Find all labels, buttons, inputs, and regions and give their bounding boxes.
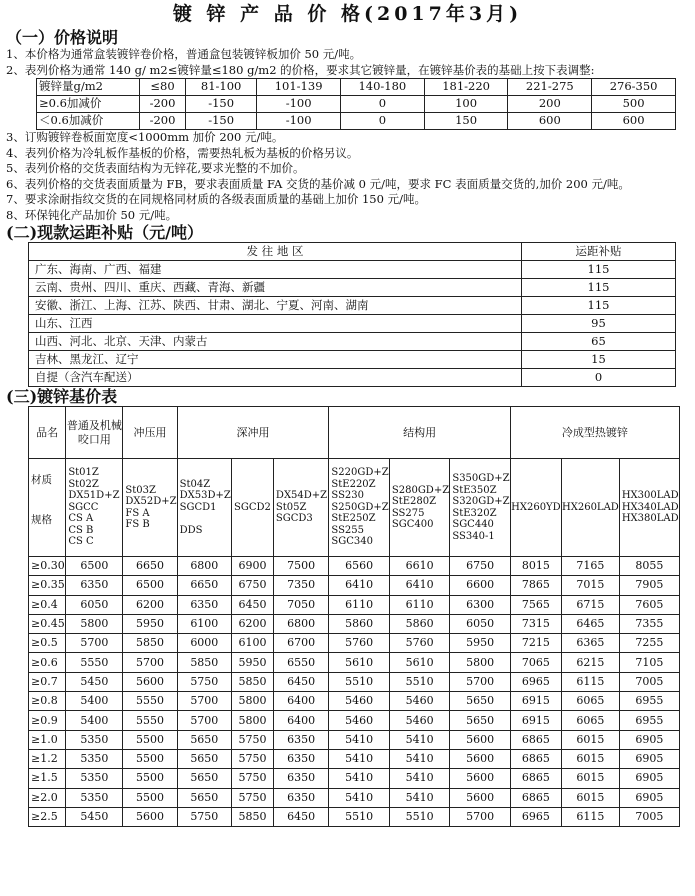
table-cell: ≥0.6加减价: [37, 96, 140, 113]
price-cell: 6015: [562, 749, 620, 768]
price-cell: 5350: [66, 769, 123, 788]
price-cell: 5650: [177, 749, 231, 768]
price-cell: 6955: [619, 711, 679, 730]
region-cell: 吉林、黑龙江、辽宁: [29, 351, 522, 369]
spec-cell: ≥0.6: [29, 653, 66, 672]
price-cell: 6115: [562, 807, 620, 826]
price-cell: 5700: [177, 692, 231, 711]
price-cell: 5410: [329, 749, 389, 768]
price-cell: 7355: [619, 614, 679, 633]
price-cell: 7605: [619, 595, 679, 614]
material-cell: S280GD+Z StE280Z SS275 SGC400: [389, 459, 449, 557]
subsidy-cell: 95: [522, 315, 676, 333]
price-cell: 6750: [450, 557, 510, 576]
price-cell: 5760: [329, 634, 389, 653]
price-cell: 6450: [273, 672, 328, 691]
price-cell: 5700: [450, 672, 510, 691]
price-cell: 6905: [619, 769, 679, 788]
price-cell: 5600: [450, 769, 510, 788]
note-6: 6、表列价格的交货表面质量为 FB，要求表面质量 FA 交货的基价减 0 元/吨，要求 FC 表面质量交货的,加价 200 元/吨。: [6, 176, 630, 191]
price-cell: 6750: [232, 576, 274, 595]
price-cell: 5510: [389, 672, 449, 691]
table-cell: ≤80: [140, 79, 186, 96]
material-spec-corner: [29, 459, 66, 557]
price-cell: 5610: [389, 653, 449, 672]
price-cell: 6350: [273, 788, 328, 807]
section1-heading: （一）价格说明: [6, 28, 119, 47]
price-cell: 6965: [510, 672, 561, 691]
price-cell: 5800: [232, 711, 274, 730]
price-cell: 7105: [619, 653, 679, 672]
price-cell: 6115: [562, 672, 620, 691]
price-cell: 5460: [389, 711, 449, 730]
price-cell: 6500: [123, 576, 177, 595]
spec-cell: ≥0.45: [29, 614, 66, 633]
price-cell: 6865: [510, 730, 561, 749]
table-cell: 0: [340, 113, 424, 130]
note-5: 5、表列价格的交货表面结构为无锌花,要求光整的不加价。: [6, 161, 305, 175]
product-name: 深冲用: [177, 407, 329, 459]
price-cell: 5550: [123, 692, 177, 711]
price-cell: 6865: [510, 769, 561, 788]
price-cell: 5750: [177, 807, 231, 826]
table-row: [29, 369, 676, 387]
price-cell: 5500: [123, 749, 177, 768]
price-cell: 5700: [123, 653, 177, 672]
table-cell: 500: [592, 96, 676, 113]
price-cell: 5650: [177, 788, 231, 807]
price-cell: 5850: [123, 634, 177, 653]
table-cell: 181-220: [424, 79, 508, 96]
table-cell: 600: [508, 113, 592, 130]
price-cell: 5650: [450, 711, 510, 730]
price-cell: 6410: [329, 576, 389, 595]
table-cell: 200: [508, 96, 592, 113]
price-cell: 6800: [273, 614, 328, 633]
price-cell: 5650: [177, 769, 231, 788]
table-cell: 100: [424, 96, 508, 113]
table-cell: 150: [424, 113, 508, 130]
price-cell: 5400: [66, 711, 123, 730]
price-cell: 5350: [66, 788, 123, 807]
section3-heading: (三)镀锌基价表: [6, 387, 118, 406]
price-cell: 6015: [562, 730, 620, 749]
price-cell: 6350: [273, 730, 328, 749]
region-cell: 山西、河北、北京、天津、内蒙古: [29, 333, 522, 351]
material-cell: St01Z St02Z DX51D+Z SGCC CS A CS B CS C: [66, 459, 123, 557]
price-cell: 6915: [510, 711, 561, 730]
table-row: [29, 769, 680, 788]
price-cell: 5860: [389, 614, 449, 633]
price-cell: 5460: [329, 711, 389, 730]
spec-cell: ≥2.0: [29, 788, 66, 807]
price-cell: 5460: [329, 692, 389, 711]
table-row: [29, 730, 680, 749]
table-row: [29, 807, 680, 826]
table-row: [37, 96, 676, 113]
table-cell: ＜0.6加减价: [37, 113, 140, 130]
price-cell: 6965: [510, 807, 561, 826]
price-cell: 5500: [123, 788, 177, 807]
price-cell: 6600: [450, 576, 510, 595]
page-title: 镀 锌 产 品 价 格(2017年3月): [172, 3, 523, 25]
spec-cell: ≥1.2: [29, 749, 66, 768]
price-cell: 5750: [232, 769, 274, 788]
price-cell: 6050: [66, 595, 123, 614]
price-cell: 6955: [619, 692, 679, 711]
table-row: [29, 672, 680, 691]
table-row: [29, 297, 676, 315]
price-cell: 6650: [123, 557, 177, 576]
price-cell: 7255: [619, 634, 679, 653]
spec-cell: ≥2.5: [29, 807, 66, 826]
price-cell: 5500: [123, 730, 177, 749]
table-cell: 0: [340, 96, 424, 113]
price-cell: 6905: [619, 788, 679, 807]
spec-cell: ≥0.9: [29, 711, 66, 730]
price-cell: 7065: [510, 653, 561, 672]
price-cell: 5410: [329, 788, 389, 807]
price-cell: 7015: [562, 576, 620, 595]
price-cell: 5410: [329, 730, 389, 749]
price-cell: 7500: [273, 557, 328, 576]
price-cell: 5650: [177, 730, 231, 749]
price-cell: 7565: [510, 595, 561, 614]
price-cell: 6500: [66, 557, 123, 576]
price-cell: 6200: [123, 595, 177, 614]
price-cell: 5800: [232, 692, 274, 711]
table-row: [37, 113, 676, 130]
price-cell: 5550: [123, 711, 177, 730]
price-cell: 6700: [273, 634, 328, 653]
note-8: 8、环保钝化产品加价 50 元/吨。: [6, 207, 178, 222]
table-cell: -200: [140, 96, 186, 113]
table-row: [29, 788, 680, 807]
region-cell: 安徽、浙江、上海、江苏、陕西、甘肃、湖北、宁夏、河南、湖南: [29, 297, 522, 315]
subsidy-cell: 115: [522, 279, 676, 297]
price-cell: 5410: [389, 730, 449, 749]
table-row: [29, 333, 676, 351]
price-cell: 5460: [389, 692, 449, 711]
product-name: 冷成型热镀锌: [510, 407, 679, 459]
price-cell: 6465: [562, 614, 620, 633]
price-cell: 6915: [510, 692, 561, 711]
price-cell: 6400: [273, 692, 328, 711]
note-2: 2、表列价格为通常 140 g/ m2≤镀锌量≤180 g/m2 的价格，要求其它镀锌量，在镀锌基价表的基础上按下表调整:: [6, 62, 595, 77]
table-row: [29, 634, 680, 653]
price-cell: 7350: [273, 576, 328, 595]
table-row: [37, 79, 676, 96]
spec-cell: ≥0.30: [29, 557, 66, 576]
table-row: [29, 557, 680, 576]
material-cell: DX54D+Z St05Z SGCD3: [273, 459, 328, 557]
base-price-table: [28, 406, 680, 827]
table-row: [29, 315, 676, 333]
freight-subsidy-table: [28, 242, 676, 387]
material-row: [29, 459, 680, 557]
region-cell: 自提（含汽车配送）: [29, 369, 522, 387]
table-row: [29, 749, 680, 768]
material-cell: St03Z DX52D+Z FS A FS B: [123, 459, 177, 557]
table-row: [29, 261, 676, 279]
price-cell: 7005: [619, 672, 679, 691]
price-cell: 5400: [66, 692, 123, 711]
price-cell: 5850: [232, 672, 274, 691]
note-4: 4、表列价格为冷轧板作基板的价格，需要热轧板为基板的价格另议。: [6, 145, 359, 160]
material-cell: St04Z DX53D+Z SGCD1 DDS: [177, 459, 231, 557]
price-cell: 6865: [510, 749, 561, 768]
table-row: [29, 576, 680, 595]
material-cell: S350GD+Z StE350Z S320GD+Z StE320Z SGC440 SS340-1: [450, 459, 510, 557]
price-cell: 5500: [123, 769, 177, 788]
price-cell: 5410: [329, 769, 389, 788]
note-7: 7、要求涂耐指纹交货的在同规格同材质的各级表面质量的基础上加价 150 元/吨。: [6, 192, 426, 206]
price-cell: 5600: [450, 749, 510, 768]
price-cell: 5600: [123, 672, 177, 691]
price-cell: 5700: [177, 711, 231, 730]
price-cell: 6200: [232, 614, 274, 633]
material-cell: HX260LAD: [562, 459, 620, 557]
region-cell: 广东、海南、广西、福建: [29, 261, 522, 279]
spec-cell: ≥0.5: [29, 634, 66, 653]
price-cell: 5600: [123, 807, 177, 826]
price-cell: 7005: [619, 807, 679, 826]
price-cell: 6610: [389, 557, 449, 576]
price-cell: 5850: [177, 653, 231, 672]
spec-cell: ≥0.8: [29, 692, 66, 711]
price-cell: 5610: [329, 653, 389, 672]
price-cell: 5750: [232, 730, 274, 749]
price-cell: 5800: [66, 614, 123, 633]
price-cell: 6350: [273, 749, 328, 768]
subsidy-header: 运距补贴: [522, 243, 676, 261]
price-cell: 7315: [510, 614, 561, 633]
price-cell: 5950: [232, 653, 274, 672]
price-cell: 5700: [450, 807, 510, 826]
price-cell: 6110: [329, 595, 389, 614]
table-cell: 81-100: [186, 79, 257, 96]
price-cell: 5350: [66, 749, 123, 768]
material-cell: HX300LAD HX340LAD HX380LAD: [619, 459, 679, 557]
price-cell: 5860: [329, 614, 389, 633]
table-cell: -150: [186, 113, 257, 130]
material-cell: SGCD2: [232, 459, 274, 557]
price-cell: 6900: [232, 557, 274, 576]
price-cell: 6050: [450, 614, 510, 633]
price-cell: 5950: [450, 634, 510, 653]
price-cell: 6550: [273, 653, 328, 672]
price-cell: 5700: [66, 634, 123, 653]
spec-cell: ≥0.35: [29, 576, 66, 595]
table-cell: 276-350: [592, 79, 676, 96]
price-cell: 6065: [562, 711, 620, 730]
price-cell: 5600: [450, 788, 510, 807]
price-cell: 6000: [177, 634, 231, 653]
price-cell: 5410: [389, 749, 449, 768]
table-cell: -200: [140, 113, 186, 130]
table-cell: -100: [257, 96, 341, 113]
zinc-adjust-table: [36, 78, 676, 130]
price-cell: 6300: [450, 595, 510, 614]
price-cell: 6015: [562, 769, 620, 788]
price-cell: 5760: [389, 634, 449, 653]
price-cell: 6650: [177, 576, 231, 595]
price-cell: 5750: [177, 672, 231, 691]
table-row: [29, 279, 676, 297]
product-row: [29, 407, 680, 459]
price-cell: 6365: [562, 634, 620, 653]
region-cell: 山东、江西: [29, 315, 522, 333]
price-cell: 6450: [232, 595, 274, 614]
price-cell: 7905: [619, 576, 679, 595]
table-cell: -100: [257, 113, 341, 130]
region-header: 发 往 地 区: [29, 243, 522, 261]
price-cell: 7865: [510, 576, 561, 595]
price-cell: 7215: [510, 634, 561, 653]
table-cell: -150: [186, 96, 257, 113]
table-row: [29, 614, 680, 633]
spec-cell: ≥1.0: [29, 730, 66, 749]
table-cell: 镀锌量g/m2: [37, 79, 140, 96]
price-cell: 8055: [619, 557, 679, 576]
price-cell: 6865: [510, 788, 561, 807]
subsidy-cell: 65: [522, 333, 676, 351]
table-cell: 221-275: [508, 79, 592, 96]
product-name: 结构用: [329, 407, 510, 459]
table-row: [29, 711, 680, 730]
price-cell: 5450: [66, 807, 123, 826]
subsidy-cell: 115: [522, 261, 676, 279]
table-header-row: [29, 243, 676, 261]
price-cell: 8015: [510, 557, 561, 576]
price-cell: 7165: [562, 557, 620, 576]
price-cell: 5800: [450, 653, 510, 672]
price-cell: 6560: [329, 557, 389, 576]
note-3: 3、订购镀锌卷板面宽度<1000mm 加价 200 元/吨。: [6, 130, 284, 144]
price-cell: 6065: [562, 692, 620, 711]
product-name: 普通及机械咬口用: [66, 407, 123, 459]
material-cell: HX260YD: [510, 459, 561, 557]
price-cell: 5450: [66, 672, 123, 691]
price-cell: 6100: [232, 634, 274, 653]
price-cell: 7050: [273, 595, 328, 614]
price-cell: 5750: [232, 749, 274, 768]
material-cell: S220GD+Z StE220Z SS230 S250GD+Z StE250Z SS255 SGC340: [329, 459, 389, 557]
price-cell: 5510: [329, 807, 389, 826]
subsidy-cell: 0: [522, 369, 676, 387]
table-row: [29, 653, 680, 672]
price-cell: 6110: [389, 595, 449, 614]
price-cell: 6015: [562, 788, 620, 807]
subsidy-cell: 115: [522, 297, 676, 315]
price-cell: 5510: [329, 672, 389, 691]
price-cell: 5410: [389, 769, 449, 788]
price-cell: 5510: [389, 807, 449, 826]
spec-label: 规格: [31, 514, 52, 526]
table-cell: 600: [592, 113, 676, 130]
table-row: [29, 351, 676, 369]
material-label: 材质: [31, 474, 52, 486]
spec-cell: ≥0.7: [29, 672, 66, 691]
price-cell: 6800: [177, 557, 231, 576]
price-cell: 6215: [562, 653, 620, 672]
price-cell: 6410: [389, 576, 449, 595]
price-cell: 5750: [232, 788, 274, 807]
price-cell: 5550: [66, 653, 123, 672]
price-cell: 5850: [232, 807, 274, 826]
region-cell: 云南、贵州、四川、重庆、西藏、青海、新疆: [29, 279, 522, 297]
product-label: 品名: [29, 407, 66, 459]
note-1: 1、本价格为通常盒装镀锌卷价格，普通盒包装镀锌板加价 50 元/吨。: [6, 47, 362, 61]
price-cell: 6450: [273, 807, 328, 826]
price-cell: 6905: [619, 749, 679, 768]
table-cell: 101-139: [257, 79, 341, 96]
product-name: 冲压用: [123, 407, 177, 459]
price-cell: 6100: [177, 614, 231, 633]
subsidy-cell: 15: [522, 351, 676, 369]
price-cell: 5600: [450, 730, 510, 749]
spec-cell: ≥0.4: [29, 595, 66, 614]
price-cell: 6905: [619, 730, 679, 749]
spec-cell: ≥1.5: [29, 769, 66, 788]
price-cell: 6350: [273, 769, 328, 788]
table-row: [29, 595, 680, 614]
price-cell: 5350: [66, 730, 123, 749]
price-cell: 6715: [562, 595, 620, 614]
price-cell: 5410: [389, 788, 449, 807]
price-cell: 5650: [450, 692, 510, 711]
price-cell: 6400: [273, 711, 328, 730]
price-cell: 6350: [66, 576, 123, 595]
table-row: [29, 692, 680, 711]
section2-heading: (二)现款运距补贴（元/吨）: [6, 223, 203, 242]
table-cell: 140-180: [340, 79, 424, 96]
price-cell: 5950: [123, 614, 177, 633]
price-cell: 6350: [177, 595, 231, 614]
